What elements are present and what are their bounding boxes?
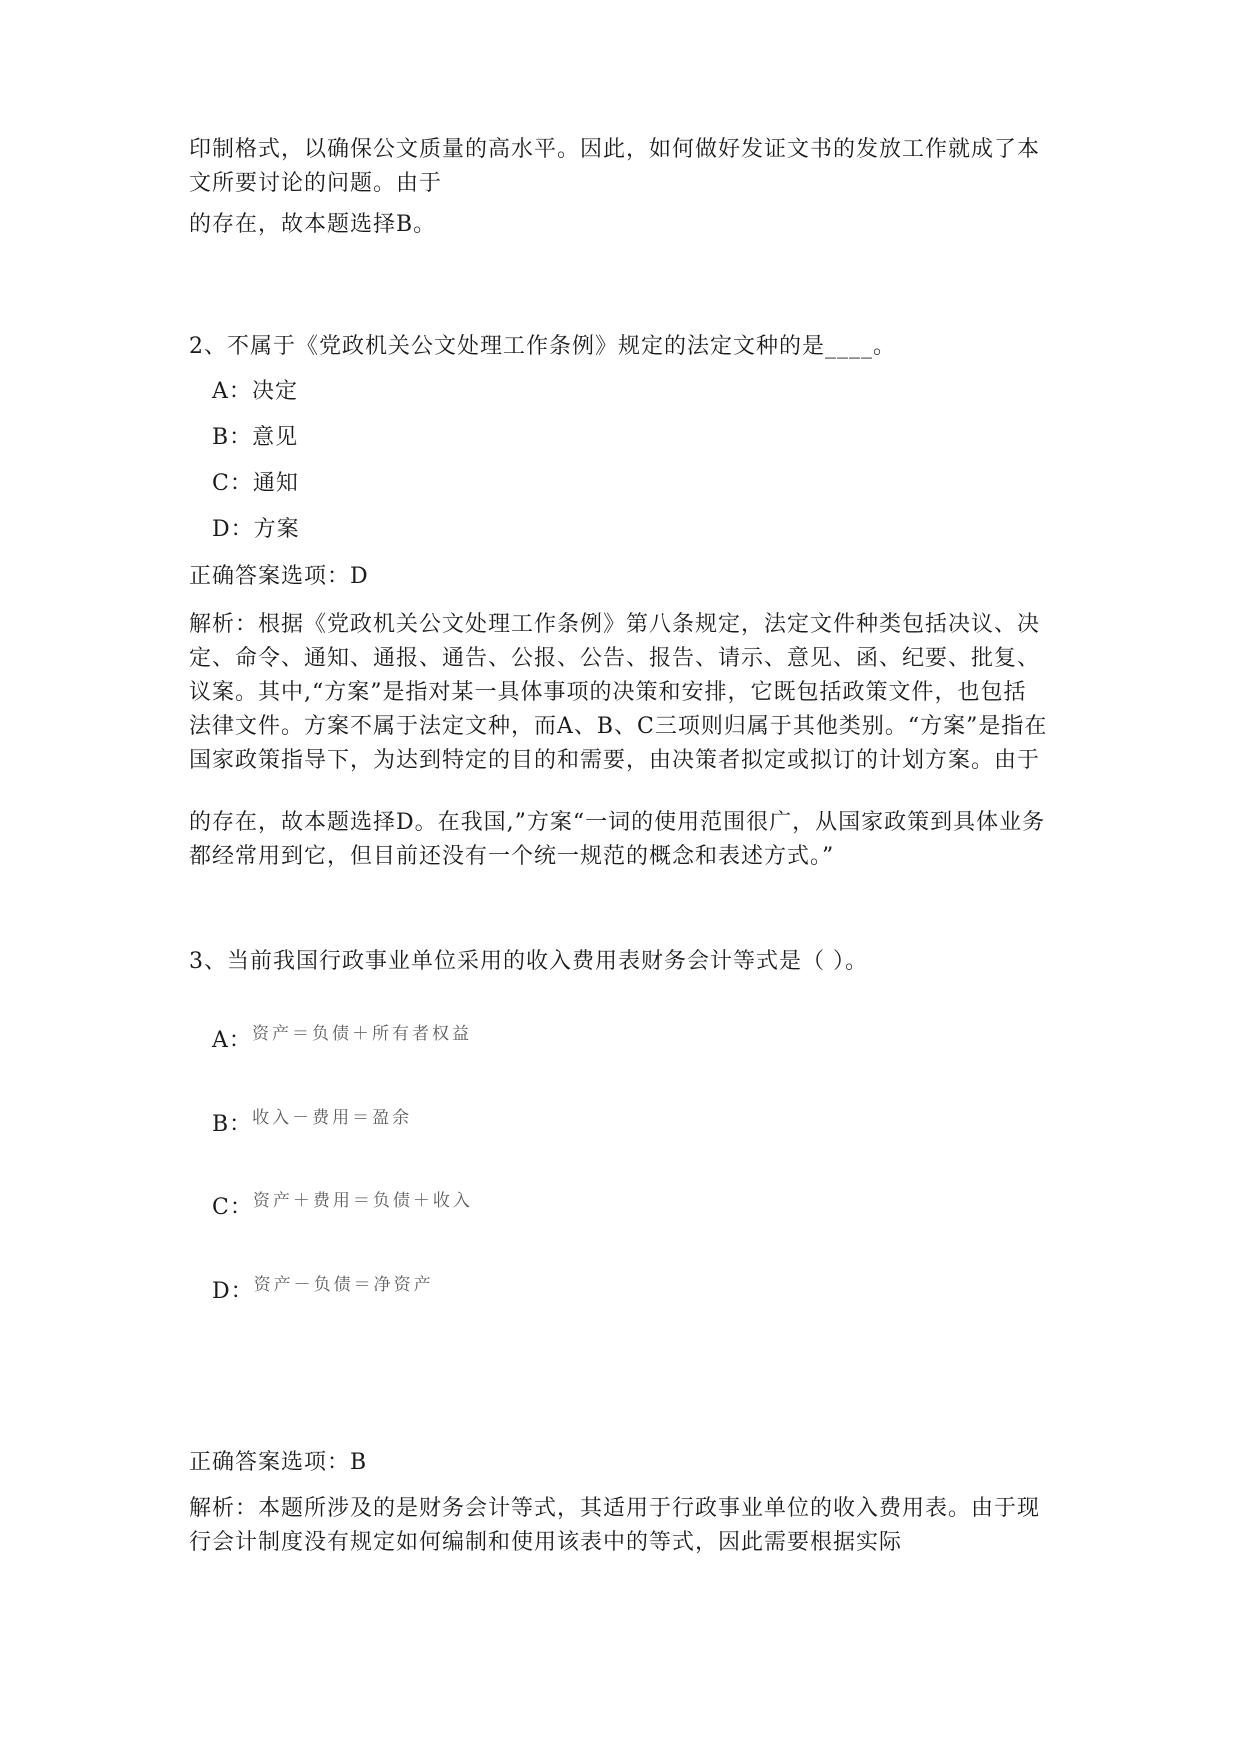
option-formula: 资产＋费用＝负债＋收入 [252, 1191, 473, 1211]
option-letter: C： [212, 471, 253, 496]
option-letter: A： [212, 1028, 252, 1053]
option-formula: 资产－负债＝净资产 [253, 1275, 434, 1295]
q2-option-d [212, 513, 300, 547]
q3-option-c [212, 1191, 473, 1226]
option-text: 决定 [252, 379, 299, 404]
q2-option-c [212, 467, 299, 501]
option-formula: 收入－费用＝盈余 [252, 1108, 413, 1128]
option-letter: A： [212, 379, 252, 404]
q3-option-a [212, 1024, 472, 1059]
q2-option-b [212, 421, 298, 455]
q2-answer: 正确答案选项：D [189, 564, 369, 589]
option-letter: D： [212, 517, 254, 542]
q3-answer: 正确答案选项：B [189, 1450, 368, 1475]
question-3-text: 3、当前我国行政事业单位采用的收入费用表财务会计等式是（ ）。 [189, 949, 868, 974]
option-text: 意见 [252, 425, 299, 450]
option-letter: B： [212, 1112, 253, 1137]
question-2-text: 2、不属于《党政机关公文处理工作条例》规定的法定文种的是____。 [189, 334, 896, 359]
q3-analysis: 解析：本题所涉及的是财务会计等式，其适用于行政事业单位的收入费用表。由于现行会计制度没有规定如何编制和使用该表中的等式，因此需要根据实际 [189, 1496, 1041, 1555]
q2-analysis: 解析：根据《党政机关公文处理工作条例》第八条规定，法定文件种类包括决议、决定、命令、通知、通报、通告、公报、公告、报告、请示、意见、函、纪要、批复、议案。其中,“方案”是指对某一具体事项的决策和安排，它既包括政策文件，也包括法律文件。方案不属于法定文种，而A、B、C三项则归属于其他类别。“方案”是指在国家政策指导下，为达到特定的目的和需要，由决策者拟定或拟订的计划方案。由于 [189, 612, 1048, 773]
q3-option-b [212, 1108, 412, 1143]
option-letter: C： [212, 1195, 253, 1220]
option-text: 通知 [252, 471, 299, 496]
q2-analysis-conclusion: 的存在，故本题选择D。在我国,”方案“一词的使用范围很广，从国家政策到具体业务都经常用到它，但目前还没有一个统一规范的概念和表述方式。” [189, 810, 1046, 869]
q3-option-d [212, 1275, 434, 1310]
q2-option-a [212, 375, 298, 409]
intro-conclusion: 的存在，故本题选择B。 [189, 212, 437, 237]
option-formula: 资产＝负债＋所有者权益 [252, 1024, 472, 1044]
option-letter: D： [212, 1279, 254, 1304]
option-letter: B： [212, 425, 253, 450]
intro-paragraph: 印制格式，以确保公文质量的高水平。因此，如何做好发证文书的发放工作就成了本文所要讨论的问题。由于 [189, 137, 1041, 196]
option-text: 方案 [253, 517, 300, 542]
